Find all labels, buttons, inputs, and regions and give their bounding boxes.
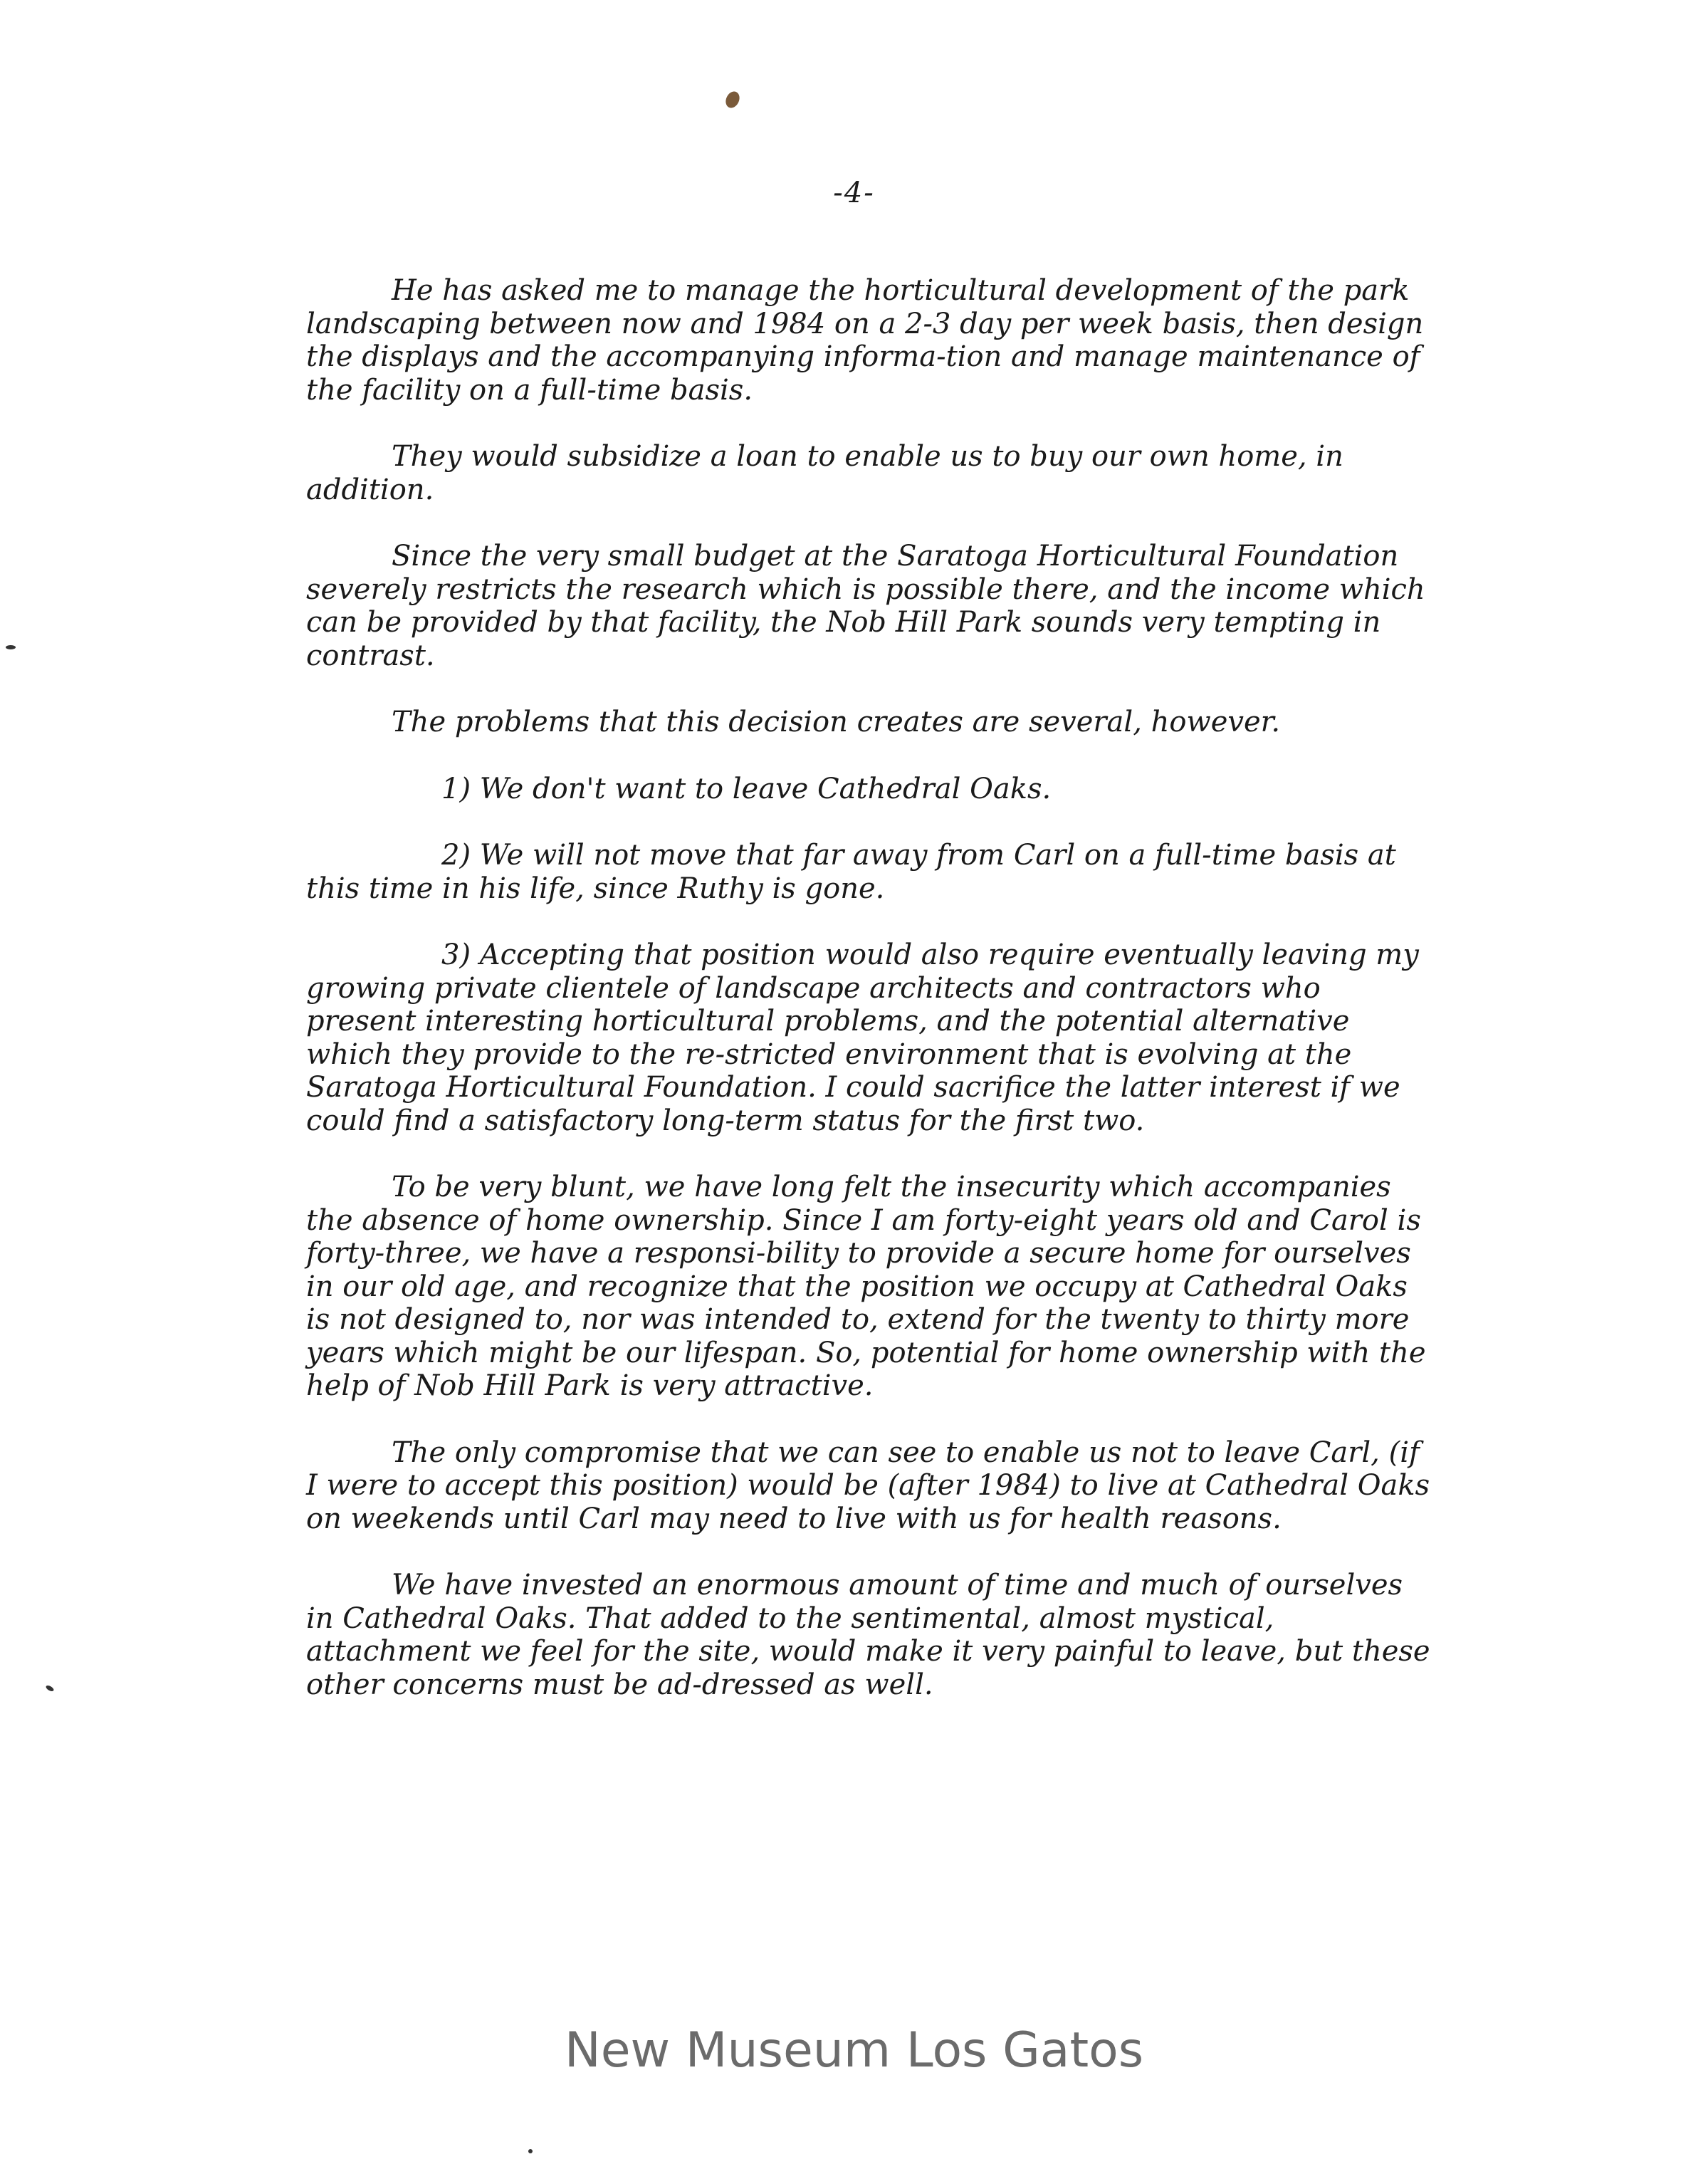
paragraph-subsidize-loan: They would subsidize a loan to enable us to buy our own home, in addition. bbox=[306, 440, 1343, 506]
page-number: -4- bbox=[833, 177, 875, 209]
ink-speck-top bbox=[723, 89, 742, 110]
letter-body bbox=[306, 274, 1431, 1735]
paragraph-home-ownership: To be very blunt, we have long felt the insecurity which accompanies the absence of home ownership. Since I am forty-eight years old and Carol is forty-three, we have a responsi-bility to provide a secure home for ourselves in our old age, and recognize that the position we occupy at Cathedral Oaks is not designed to, nor was intended to, extend for the twenty to thirty more years which might be our lifespan. So, potential for home ownership with the help of Nob Hill Park is very attractive. bbox=[306, 1171, 1426, 1402]
paragraph-invested: We have invested an enormous amount of time and much of ourselves in Cathedral Oaks. That added to the sentimental, almost mystical, attachment we feel for the site, would make it very painful to leave, but these other concerns must be ad-dressed as well. bbox=[306, 1569, 1430, 1701]
ink-speck-left-upper bbox=[6, 645, 16, 649]
list-item-3: 3) Accepting that position would also require eventually leaving my growing private clientele of landscape architects and contractors who present interesting horticultural problems, and the potential alternative which they provide to the re-stricted environment that is evolving at the Saratoga Horticultural Foundation. I could sacrifice the latter interest if we could find a satisfactory long-term status for the first two. bbox=[306, 939, 1419, 1137]
ink-speck-left-lower bbox=[45, 1684, 54, 1692]
paragraph-saratoga-budget: Since the very small budget at the Saratoga Horticultural Foundation severely restricts the research which is possible there, and the income which can be provided by that facility, the Nob Hill Park sounds very tempting in contrast. bbox=[306, 540, 1425, 672]
list-item-2: 2) We will not move that far away from Carl on a full-time basis at this time in his life, since Ruthy is gone. bbox=[306, 839, 1396, 905]
paragraph-compromise: The only compromise that we can see to enable us not to leave Carl, (if I were to accept this position) would be (after 1984) to live at Cathedral Oaks on weekends until Carl may need to live with us for health reasons. bbox=[306, 1436, 1430, 1535]
paragraph-problems: The problems that this decision creates are several, however. bbox=[392, 706, 1281, 738]
list-item-1: 1) We don't want to leave Cathedral Oaks. bbox=[441, 772, 1052, 805]
ink-speck-bottom bbox=[528, 2149, 533, 2153]
paragraph-manage-development: He has asked me to manage the horticultural development of the park landscaping between now and 1984 on a 2-3 day per week basis, then design the displays and the accompanying informa-tion and manage maintenance of the facility on a full-time basis. bbox=[306, 274, 1424, 407]
museum-watermark: New Museum Los Gatos bbox=[564, 2022, 1144, 2079]
